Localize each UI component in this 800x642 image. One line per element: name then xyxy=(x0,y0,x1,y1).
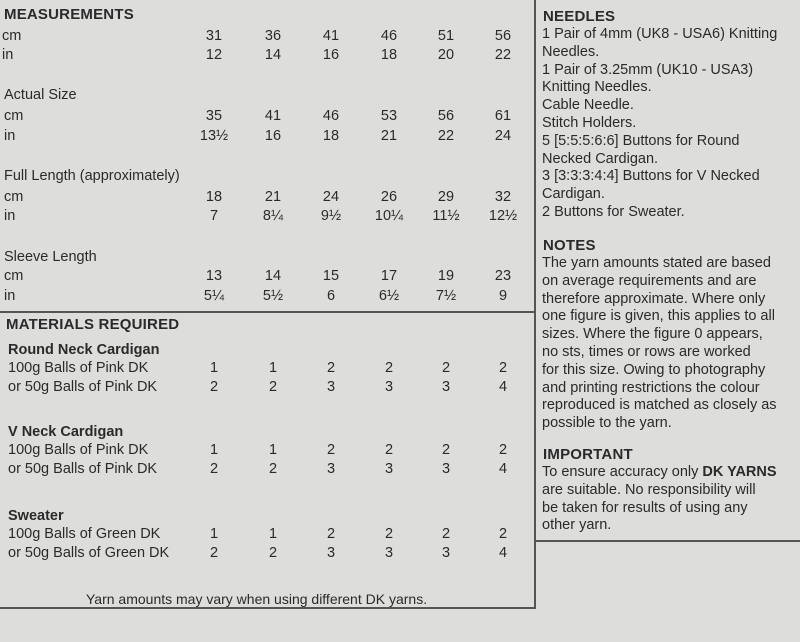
group-title: Round Neck Cardigan xyxy=(8,342,160,358)
size-value: 20 xyxy=(437,47,455,63)
size-value: 12 xyxy=(205,47,223,63)
table-row xyxy=(0,47,534,67)
important-heading: IMPORTANT xyxy=(543,446,633,463)
measurements-heading: MEASUREMENTS xyxy=(4,6,134,23)
table-row xyxy=(0,108,534,128)
text-line: Cardigan. xyxy=(542,186,605,203)
table-row xyxy=(0,249,534,269)
size-value: 31 xyxy=(205,28,223,44)
size-value: 2 xyxy=(268,461,278,477)
needles-heading: NEEDLES xyxy=(543,8,616,25)
group-title: V Neck Cardigan xyxy=(8,424,124,440)
text-line: one figure is given, this applies to all xyxy=(542,308,775,325)
materials-heading: MATERIALS REQUIRED xyxy=(6,316,180,333)
size-value: 14 xyxy=(264,268,282,284)
size-value: 41 xyxy=(264,108,282,124)
row-label: cm xyxy=(4,268,24,284)
bottom-border xyxy=(0,607,536,609)
size-value: 29 xyxy=(437,189,455,205)
size-value: 18 xyxy=(380,47,398,63)
row-label: in xyxy=(4,288,16,304)
size-value: 3 xyxy=(326,461,336,477)
size-value: 3 xyxy=(441,379,451,395)
row-label: 100g Balls of Pink DK xyxy=(8,360,149,376)
size-value: 6 xyxy=(326,288,336,304)
table-row xyxy=(0,28,534,48)
column-divider xyxy=(534,0,536,608)
size-value: 19 xyxy=(437,268,455,284)
size-value: 35 xyxy=(205,108,223,124)
size-value: 16 xyxy=(322,47,340,63)
size-value: 2 xyxy=(209,461,219,477)
table-row xyxy=(0,379,534,399)
size-value: 56 xyxy=(494,28,512,44)
table-row xyxy=(0,87,534,107)
row-label: or 50g Balls of Pink DK xyxy=(8,379,158,395)
notes-heading: NOTES xyxy=(543,237,596,254)
size-value: 2 xyxy=(384,526,394,542)
right-bottom-border xyxy=(534,540,800,542)
size-value: 2 xyxy=(209,545,219,561)
row-label: 100g Balls of Green DK xyxy=(8,526,161,542)
size-value: 18 xyxy=(322,128,340,144)
section-divider xyxy=(0,311,534,313)
size-value: 4 xyxy=(498,461,508,477)
size-value: 1 xyxy=(268,442,278,458)
size-value: 13½ xyxy=(199,128,229,144)
row-label: or 50g Balls of Pink DK xyxy=(8,461,158,477)
size-value: 2 xyxy=(498,442,508,458)
size-value: 21 xyxy=(380,128,398,144)
size-value: 24 xyxy=(322,189,340,205)
row-label: Actual Size xyxy=(4,87,77,103)
text-line: reproduced is matched as closely as xyxy=(542,397,777,414)
text-line: other yarn. xyxy=(542,517,612,534)
text-line: Cable Needle. xyxy=(542,97,634,114)
size-value: 2 xyxy=(384,442,394,458)
size-value: 6½ xyxy=(378,288,400,304)
size-value: 5¼ xyxy=(203,288,225,304)
size-value: 11½ xyxy=(432,208,460,224)
size-value: 3 xyxy=(441,545,451,561)
table-row xyxy=(0,360,534,380)
text-line: Stitch Holders. xyxy=(542,114,637,131)
table-row xyxy=(0,128,534,148)
size-value: 2 xyxy=(384,360,394,376)
row-label: in xyxy=(2,47,14,63)
size-value: 51 xyxy=(437,28,455,44)
text-line: 1 Pair of 3.25mm (UK10 - USA3) xyxy=(542,61,754,78)
size-value: 61 xyxy=(494,108,512,124)
size-value: 46 xyxy=(322,108,340,124)
important-line xyxy=(542,464,794,482)
row-label: cm xyxy=(4,189,24,205)
size-value: 15 xyxy=(322,268,340,284)
row-label: cm xyxy=(2,28,22,44)
size-value: 2 xyxy=(209,379,219,395)
size-value: 23 xyxy=(494,268,512,284)
size-value: 14 xyxy=(264,47,282,63)
row-label: in xyxy=(4,128,16,144)
size-value: 32 xyxy=(494,189,512,205)
row-label: Sleeve Length xyxy=(4,249,97,265)
size-value: 7½ xyxy=(435,288,457,304)
text-line: Knitting Needles. xyxy=(542,79,652,96)
size-value: 8¼ xyxy=(262,208,284,224)
important-text xyxy=(542,464,794,535)
size-value: 2 xyxy=(441,526,451,542)
size-value: 3 xyxy=(326,379,336,395)
table-row xyxy=(0,288,534,308)
size-value: 16 xyxy=(264,128,282,144)
size-value: 46 xyxy=(380,28,398,44)
size-value: 1 xyxy=(268,526,278,542)
footnote: Yarn amounts may vary when using different DK yarns. xyxy=(86,591,428,607)
table-row xyxy=(0,526,534,546)
size-value: 53 xyxy=(380,108,398,124)
row-label: or 50g Balls of Green DK xyxy=(8,545,170,561)
important-pre: To ensure accuracy only xyxy=(542,464,703,480)
size-value: 7 xyxy=(209,208,219,224)
text-line: sizes. Where the figure 0 appears, xyxy=(542,326,763,343)
size-value: 3 xyxy=(326,545,336,561)
size-value: 2 xyxy=(326,442,336,458)
text-line: therefore approximate. Where only xyxy=(542,290,766,307)
text-line: no sts, times or rows are worked xyxy=(542,343,751,360)
size-value: 41 xyxy=(322,28,340,44)
text-line: 2 Buttons for Sweater. xyxy=(542,203,685,220)
size-value: 2 xyxy=(498,526,508,542)
text-line: The yarn amounts stated are based xyxy=(542,255,771,271)
table-row xyxy=(0,168,534,188)
size-value: 13 xyxy=(205,268,223,284)
text-line: be taken for results of using any xyxy=(542,499,748,516)
table-row xyxy=(0,545,534,565)
text-line: Necked Cardigan. xyxy=(542,150,659,167)
size-value: 1 xyxy=(209,526,219,542)
size-value: 21 xyxy=(264,189,282,205)
size-value: 1 xyxy=(209,360,219,376)
table-row xyxy=(0,442,534,462)
size-value: 9½ xyxy=(320,208,342,224)
size-value: 3 xyxy=(384,545,394,561)
table-row xyxy=(0,208,534,228)
size-value: 9 xyxy=(498,288,508,304)
size-value: 2 xyxy=(268,379,278,395)
text-line: 1 Pair of 4mm (UK8 - USA6) Knitting xyxy=(542,26,778,42)
size-value: 26 xyxy=(380,189,398,205)
size-value: 22 xyxy=(437,128,455,144)
size-value: 2 xyxy=(441,360,451,376)
size-value: 5½ xyxy=(262,288,284,304)
size-value: 18 xyxy=(205,189,223,205)
row-label: cm xyxy=(4,108,24,124)
table-row xyxy=(0,268,534,288)
size-value: 2 xyxy=(326,360,336,376)
size-value: 4 xyxy=(498,545,508,561)
size-value: 17 xyxy=(380,268,398,284)
size-value: 3 xyxy=(441,461,451,477)
notes-text xyxy=(542,255,794,433)
size-value: 4 xyxy=(498,379,508,395)
size-value: 12½ xyxy=(488,208,518,224)
size-value: 3 xyxy=(384,461,394,477)
table-row xyxy=(0,461,534,481)
row-label: 100g Balls of Pink DK xyxy=(8,442,149,458)
table-row xyxy=(0,189,534,209)
text-line: and printing restrictions the colour xyxy=(542,379,760,396)
size-value: 2 xyxy=(441,442,451,458)
size-value: 56 xyxy=(437,108,455,124)
size-value: 1 xyxy=(268,360,278,376)
size-value: 10¼ xyxy=(374,208,404,224)
size-value: 2 xyxy=(326,526,336,542)
text-line: possible to the yarn. xyxy=(542,415,672,432)
group-title: Sweater xyxy=(8,508,64,524)
important-bold: DK YARNS xyxy=(702,464,777,480)
text-line: 3 [3:3:3:4:4] Buttons for V Necked xyxy=(542,168,760,185)
row-label: in xyxy=(4,208,16,224)
size-value: 24 xyxy=(494,128,512,144)
text-line: 5 [5:5:5:6:6] Buttons for Round xyxy=(542,132,740,149)
size-value: 3 xyxy=(384,379,394,395)
needles-list xyxy=(542,26,794,222)
text-line: for this size. Owing to photography xyxy=(542,361,766,378)
size-value: 1 xyxy=(209,442,219,458)
text-line: are suitable. No responsibility will xyxy=(542,481,756,498)
size-value: 2 xyxy=(498,360,508,376)
size-value: 2 xyxy=(268,545,278,561)
text-line: Needles. xyxy=(542,43,600,60)
text-line: on average requirements and are xyxy=(542,272,757,289)
size-value: 36 xyxy=(264,28,282,44)
size-value: 22 xyxy=(494,47,512,63)
row-label: Full Length (approximately) xyxy=(4,168,180,184)
